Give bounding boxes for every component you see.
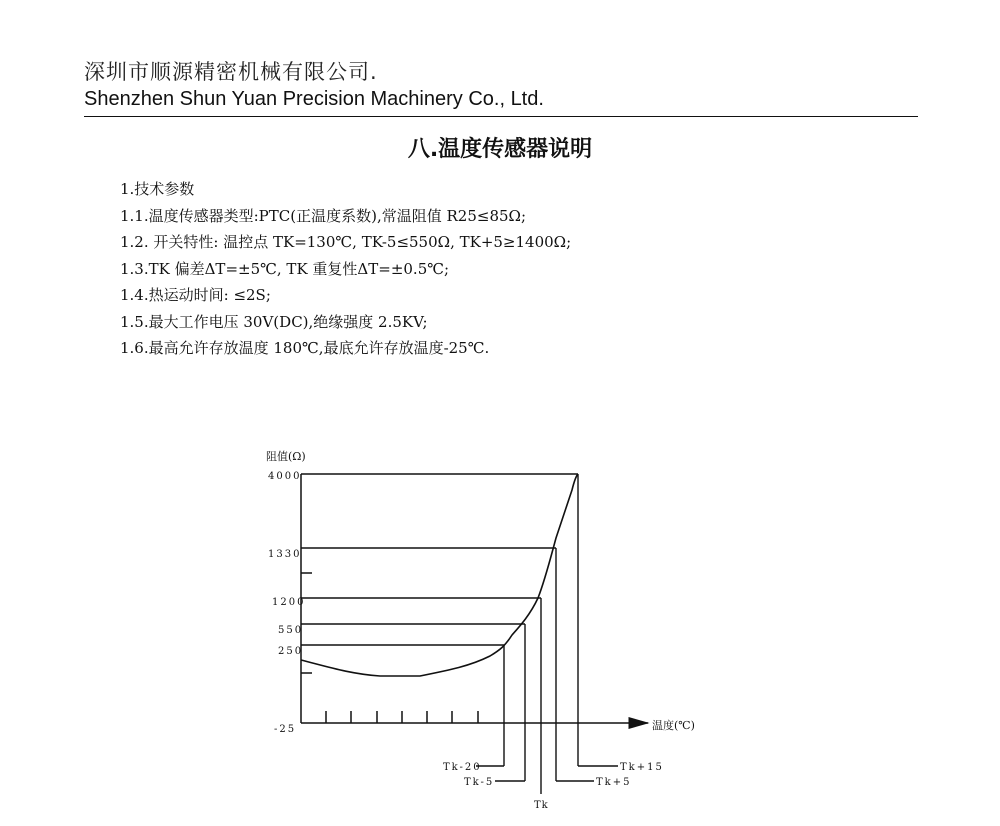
marker-label-tk-plus-15: Tk+15 xyxy=(620,762,664,773)
param-tk-deviation: 1.3.TK 偏差ΔT=±5℃, TK 重复性ΔT=±0.5℃; xyxy=(120,259,450,278)
header-divider xyxy=(84,116,918,117)
y-tick-label-250: 250 xyxy=(278,646,304,657)
x-axis-label: 温度(℃) xyxy=(652,719,695,732)
param-storage-temperature: 1.6.最高允许存放温度 180℃,最底允许存放温度-25℃. xyxy=(120,339,490,357)
resistance-curve xyxy=(301,474,578,676)
param-max-voltage: 1.5.最大工作电压 30V(DC),绝缘强度 2.5KV; xyxy=(120,312,428,331)
marker-label-tk-plus-5: Tk+5 xyxy=(596,777,632,788)
y-tick-label-550: 550 xyxy=(278,625,304,636)
y-axis-label: 阻值(Ω) xyxy=(266,450,306,463)
param-heading: 1.技术参数 xyxy=(120,180,195,198)
y-tick-label-4000: 4000 xyxy=(268,471,302,482)
technical-parameters-list xyxy=(120,176,571,362)
company-name-english: Shenzhen Shun Yuan Precision Machinery Co., Ltd. xyxy=(84,88,544,110)
x-axis-ticks xyxy=(326,711,478,723)
ptc-resistance-temperature-chart xyxy=(0,430,1000,826)
param-thermal-response-time: 1.4.热运动时间: ≤2S; xyxy=(120,286,271,304)
y-tick-label-1330: 1330 xyxy=(268,549,302,560)
marker-label-tk-minus-20: Tk-20 xyxy=(443,762,482,773)
param-switch-characteristics: 1.2. 开关特性: 温控点 TK=130℃, TK-5≤550Ω, TK+5≥1400Ω; xyxy=(120,233,572,251)
section-title: 八.温度传感器说明 xyxy=(407,137,593,162)
param-sensor-type: 1.1.温度传感器类型:PTC(正温度系数),常温阻值 R25≤85Ω; xyxy=(120,206,527,225)
company-name-chinese: 深圳市顺源精密机械有限公司. xyxy=(84,60,378,84)
y-tick-label-minus-25: -25 xyxy=(274,724,297,735)
marker-label-tk: Tk xyxy=(534,800,549,811)
y-tick-label-1200: 1200 xyxy=(272,597,306,608)
marker-label-tk-minus-5: Tk-5 xyxy=(464,777,495,788)
